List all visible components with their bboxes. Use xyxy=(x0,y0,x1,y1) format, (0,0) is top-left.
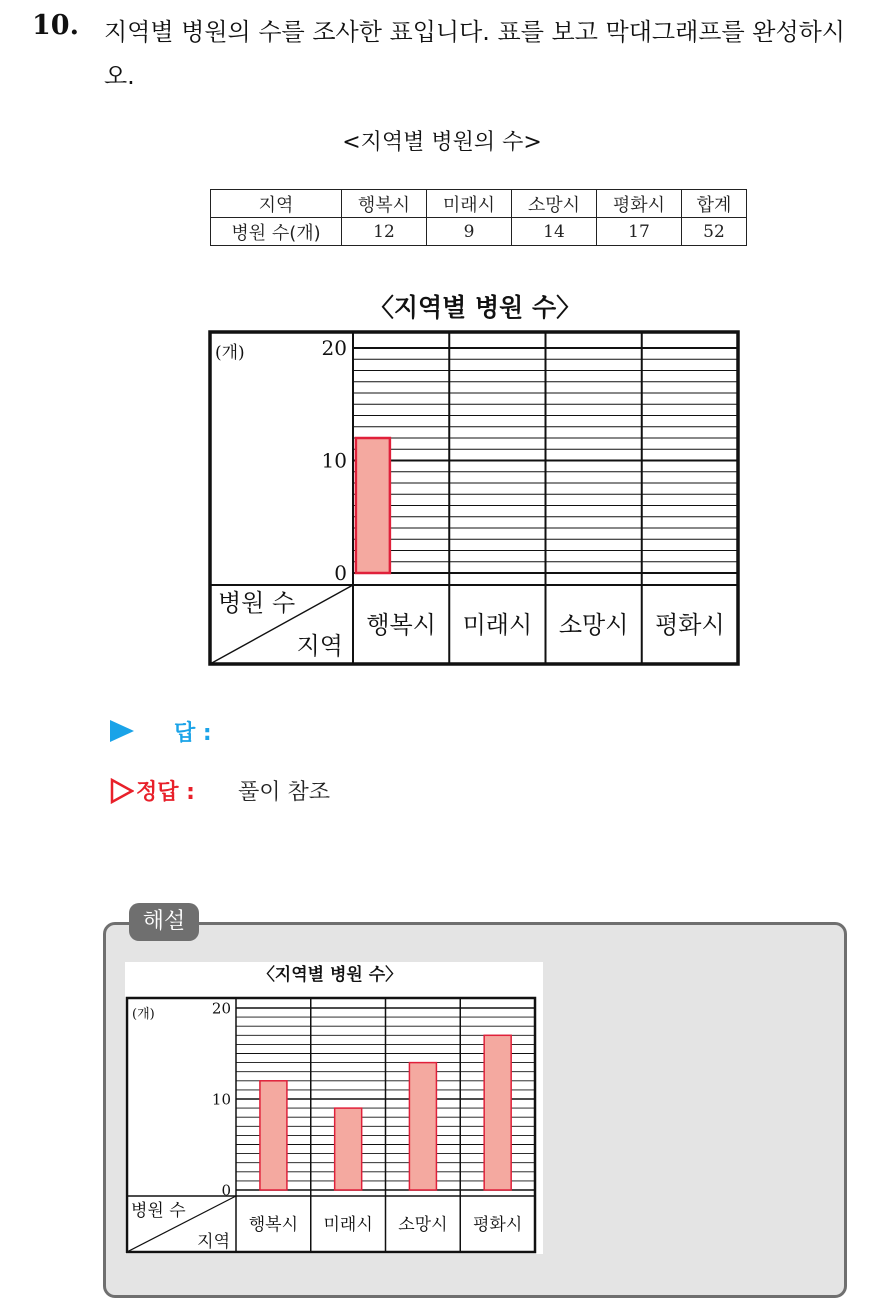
corner-label-top: 병원 수 xyxy=(218,589,296,617)
table-cell: 12 xyxy=(342,218,427,246)
category-label: 미래시 xyxy=(462,610,533,639)
y-tick-label: 0 xyxy=(221,1181,231,1200)
table-cell: 14 xyxy=(512,218,597,246)
category-label: 행복시 xyxy=(366,610,436,639)
category-label: 평화시 xyxy=(472,1214,523,1235)
table-header-cell: 평화시 xyxy=(597,190,682,218)
table-cell: 9 xyxy=(427,218,512,246)
table-header-cell: 합계 xyxy=(682,190,747,218)
category-label: 행복시 xyxy=(248,1214,299,1235)
question-text: 지역별 병원의 수를 조사한 표입니다. 표를 보고 막대그래프를 완성하시오. xyxy=(104,18,845,90)
correct-answer-value: 풀이 참조 xyxy=(238,780,331,805)
category-label: 미래시 xyxy=(323,1214,373,1235)
y-tick-label: 20 xyxy=(321,336,347,360)
table-cell: 17 xyxy=(597,218,682,246)
y-tick-label: 10 xyxy=(321,448,347,473)
chart-title: 〈지역별 병원 수〉 xyxy=(257,965,403,985)
solution-bar-chart xyxy=(125,962,543,1254)
table-header-cell: 소망시 xyxy=(512,190,597,218)
bar-행복시 xyxy=(356,438,390,573)
unit-label: (개) xyxy=(215,343,245,363)
bar-미래시 xyxy=(335,1108,362,1190)
bar-소망시 xyxy=(409,1063,436,1190)
question-bar-chart xyxy=(200,282,750,672)
solution-tab: 해설 xyxy=(129,903,199,941)
table-header-cell: 미래시 xyxy=(427,190,512,218)
unit-label: (개) xyxy=(132,1007,155,1022)
chart-title: 〈지역별 병원 수〉 xyxy=(368,293,582,322)
category-label: 소망시 xyxy=(558,610,629,639)
category-label: 소망시 xyxy=(398,1214,448,1235)
bar-평화시 xyxy=(484,1035,511,1190)
chart-frame xyxy=(127,998,535,1252)
y-tick-label: 20 xyxy=(211,999,231,1018)
category-label: 평화시 xyxy=(655,610,725,639)
y-tick-label: 10 xyxy=(211,1090,231,1109)
corner-label-bottom: 지역 xyxy=(296,632,343,660)
table-cell: 병원 수(개) xyxy=(211,218,342,246)
question-number: 10. xyxy=(32,10,79,41)
data-table xyxy=(210,189,747,246)
table-header-row xyxy=(211,190,747,218)
table-cell: 52 xyxy=(682,218,747,246)
table-header-cell: 지역 xyxy=(211,190,342,218)
corner-label-bottom: 지역 xyxy=(197,1232,230,1252)
table-row xyxy=(211,218,747,246)
y-tick-label: 0 xyxy=(334,561,347,585)
outline-triangle-icon xyxy=(110,778,134,804)
table-header-cell: 행복시 xyxy=(342,190,427,218)
play-triangle-icon xyxy=(110,720,134,742)
bar-행복시 xyxy=(260,1081,287,1190)
answer-label: 답 : xyxy=(174,721,212,746)
table-title: <지역별 병원의 수> xyxy=(342,130,542,155)
corner-label-top: 병원 수 xyxy=(131,1201,186,1221)
correct-answer-label: 정답 : xyxy=(136,780,195,805)
